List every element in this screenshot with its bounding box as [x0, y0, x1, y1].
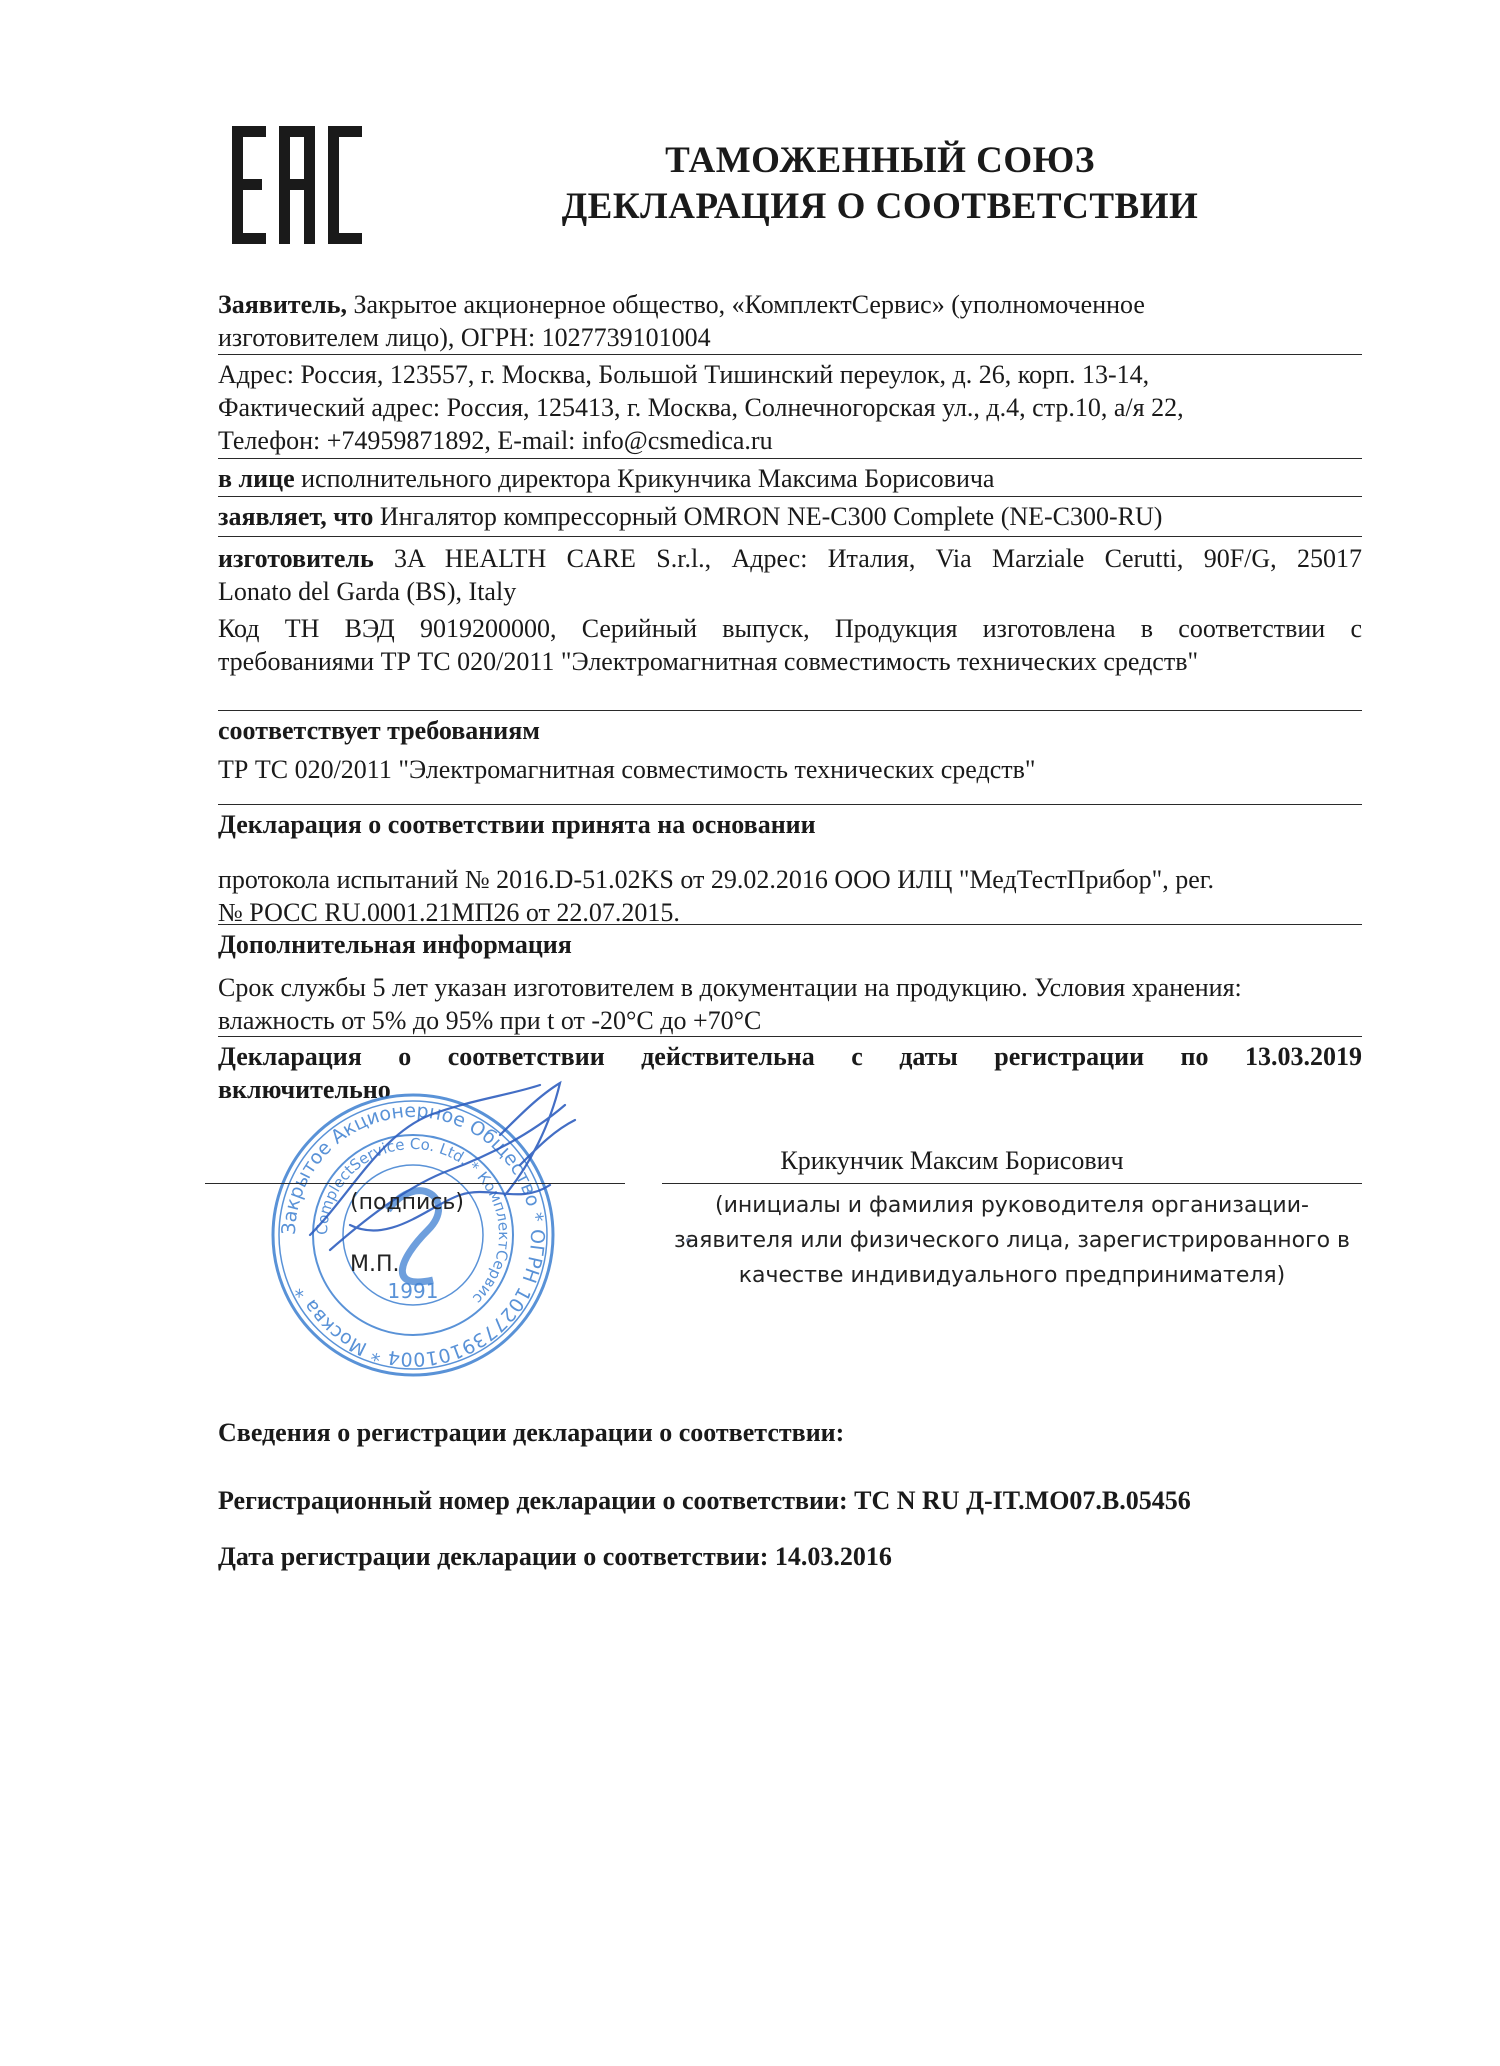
registration-title: Сведения о регистрации декларации о соответствии:: [218, 1418, 845, 1447]
applicant-text-1: Закрытое акционерное общество, «КомплектСервис» (уполномоченное: [346, 290, 1145, 319]
registration-date: Дата регистрации декларации о соответствии: 14.03.2016: [218, 1542, 892, 1571]
seal-caption: М.П.: [350, 1252, 400, 1277]
divider: [218, 804, 1362, 805]
seal-year: 1991: [387, 1279, 439, 1303]
additional-label: Дополнительная информация: [218, 930, 572, 959]
divider: [218, 924, 1362, 925]
signer-name: Крикунчик Максим Борисович: [780, 1146, 1124, 1175]
conforms-section: [218, 714, 1362, 786]
handwritten-signature: [290, 1075, 590, 1275]
validity-line-2: включительно: [218, 1075, 391, 1104]
conforms-text: ТР ТС 020/2011 "Электромагнитная совместимость технических средств": [218, 755, 1036, 784]
signer-caption: [662, 1188, 1362, 1293]
signer-caption-line-2: заявителя или физического лица, зарегистрированного в: [673, 1228, 1351, 1253]
address-line-2: Фактический адрес: Россия, 125413, г. Москва, Солнечногорская ул., д.4, стр.10, а/я 22,: [218, 393, 1184, 422]
hs-code-line-2: требованиями ТР ТС 020/2011 "Электромагнитная совместимость технических средств": [218, 647, 1199, 676]
representative-section: [218, 462, 1362, 495]
additional-text-2: влажность от 5% до 95% при t от -20°С до +70°С: [218, 1006, 762, 1035]
seal-outer-text: Закрытое Акционерное Общество * ОГРН 1027739101004 * Москва *: [277, 1099, 549, 1371]
declares-text: Ингалятор компрессорный OMRON NE-C300 Complete (NE-C300-RU): [373, 502, 1163, 531]
validity-line-1: Декларация о соответствии действительна с даты регистрации по 13.03.2019: [218, 1042, 1362, 1071]
address-line-3: Телефон: +74959871892, E-mail: info@csmedica.ru: [218, 426, 773, 455]
address-section: [218, 358, 1362, 457]
declares-label: заявляет, что: [218, 502, 374, 531]
signer-name-line: [662, 1183, 1362, 1184]
divider: [218, 496, 1362, 497]
title-line-1: ТАМОЖЕННЫЙ СОЮЗ: [665, 140, 1095, 181]
divider: [218, 458, 1362, 459]
signature-line: [205, 1183, 625, 1184]
manufacturer-text-2: Lonato del Garda (BS), Italy: [218, 577, 517, 606]
basis-text-1: протокола испытаний № 2016.D-51.02KS от 29.02.2016 ООО ИЛЦ "МедТестПрибор", рег.: [218, 865, 1214, 894]
applicant-label: Заявитель,: [218, 290, 347, 319]
seal-inner-text: ComplectService Co. Ltd. * КомплектСервис: [312, 1134, 514, 1308]
applicant-text-2: изготовителем лицо), ОГРН: 1027739101004: [218, 323, 711, 352]
additional-info-section: [218, 928, 1362, 1037]
representative-label: в лице: [218, 464, 295, 493]
manufacturer-text-1: 3A HEALTH CARE S.r.l., Адрес: Италия, Via Marziale Cerutti, 90F/G, 25017: [373, 544, 1362, 573]
registration-number: Регистрационный номер декларации о соответствии: ТС N RU Д-IT.МО07.В.05456: [218, 1486, 1191, 1515]
declares-section: [218, 500, 1362, 533]
divider: [218, 1036, 1362, 1037]
hs-code-line-1: Код ТН ВЭД 9019200000, Серийный выпуск, Продукция изготовлена в соответствии с: [218, 614, 1362, 643]
representative-text: исполнительного директора Крикунчика Максима Борисовича: [294, 464, 995, 493]
manufacturer-label: изготовитель: [218, 544, 374, 573]
title-line-2: ДЕКЛАРАЦИЯ О СООТВЕТСТВИИ: [561, 186, 1199, 227]
additional-text-1: Срок службы 5 лет указан изготовителем в документации на продукцию. Условия хранения:: [218, 973, 1242, 1002]
divider: [218, 536, 1362, 537]
manufacturer-section: [218, 542, 1362, 678]
conforms-label: соответствует требованиям: [218, 716, 540, 745]
eac-logo: [232, 126, 362, 244]
basis-section: [218, 808, 1362, 929]
signature-caption: (подпись): [350, 1190, 464, 1215]
divider: [218, 354, 1362, 355]
basis-text-2: № РОСС RU.0001.21МП26 от 22.07.2015.: [218, 898, 680, 927]
signer-caption-line-3: качестве индивидуального предпринимателя): [738, 1263, 1286, 1288]
signer-caption-line-1: (инициалы и фамилия руководителя организации-: [715, 1193, 1309, 1218]
divider: [218, 710, 1362, 711]
document-title: [480, 138, 1280, 230]
address-line-1: Адрес: Россия, 123557, г. Москва, Большой Тишинский переулок, д. 26, корп. 13-14,: [218, 360, 1150, 389]
basis-label: Декларация о соответствии принята на основании: [218, 810, 816, 839]
applicant-section: [218, 288, 1362, 354]
